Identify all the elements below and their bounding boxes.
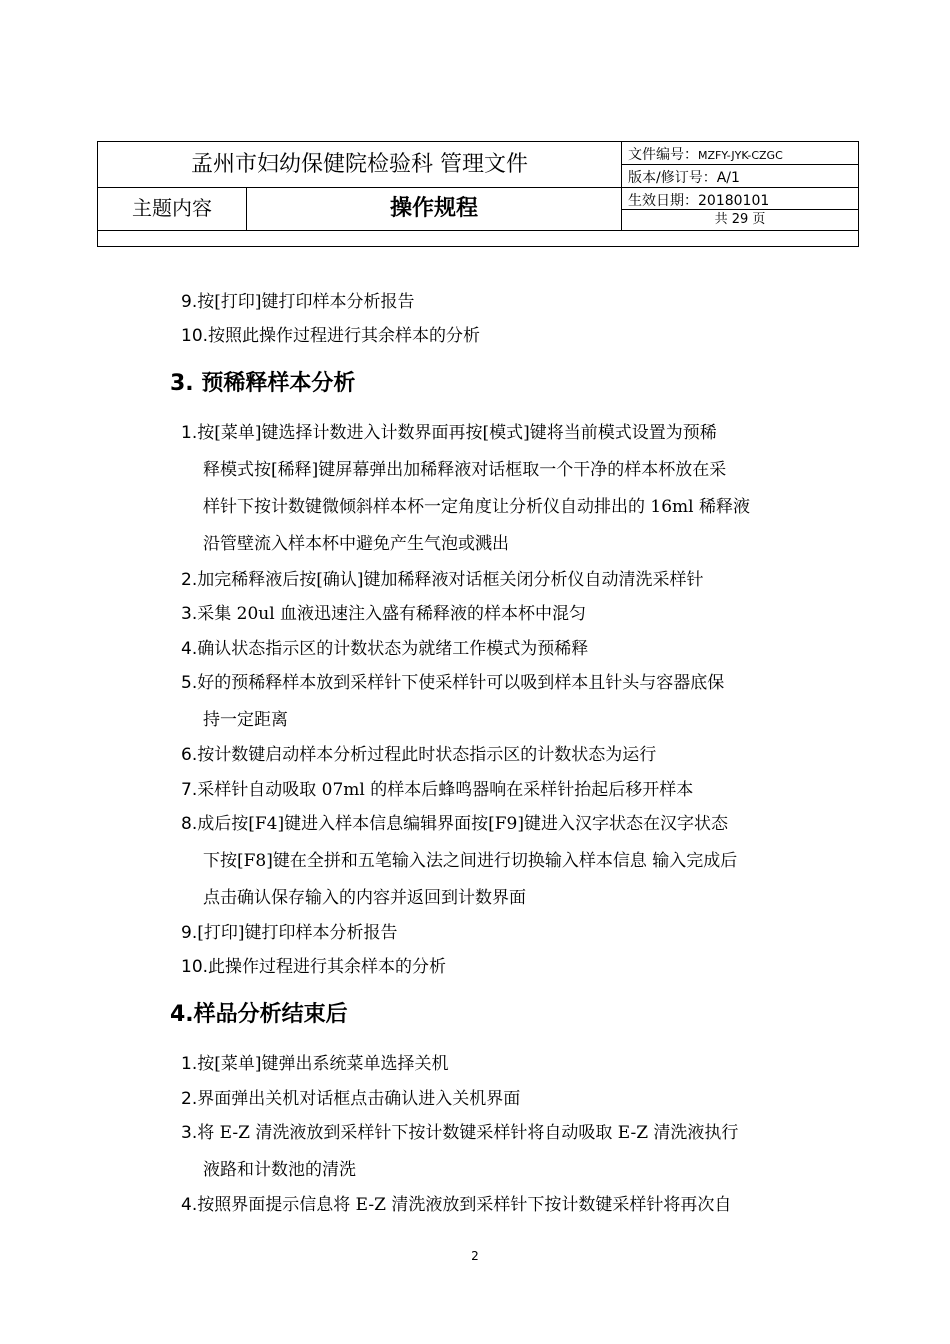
list-item-continuation: 持一定距离: [203, 710, 288, 730]
list-item: 8.成后按[F4]键进入样本信息编辑界面按[F9]键进入汉字状态在汉字状态: [181, 814, 728, 834]
list-item: 9.[打印]键打印样本分析报告: [181, 923, 398, 943]
list-item: 3.采集 20ul 血液迅速注入盛有稀释液的样本杯中混匀: [181, 604, 587, 624]
list-item: 1.按[菜单]键选择计数进入计数界面再按[模式]键将当前模式设置为预稀: [181, 423, 717, 443]
effective-date-label: 生效日期：: [628, 193, 698, 209]
list-item-continuation: 下按[F8]键在全拼和五笔输入法之间进行切换输入样本信息 输入完成后: [203, 851, 738, 871]
list-item: 2.加完稀释液后按[确认]键加稀释液对话框关闭分析仪自动清洗采样针: [181, 570, 704, 590]
list-item: 5.好的预稀释样本放到采样针下使采样针可以吸到样本且针头与容器底保: [181, 673, 725, 693]
topic-title: 操作规程: [389, 196, 478, 221]
organization-title: 孟州市妇幼保健院检验科 管理文件: [191, 152, 528, 177]
list-item: 4.按照界面提示信息将 E-Z 清洗液放到采样针下按计数键采样针将再次自: [181, 1195, 732, 1215]
list-item: 1.按[菜单]键弹出系统菜单选择关机: [181, 1054, 449, 1074]
header-divider: [621, 187, 859, 188]
version: [628, 167, 740, 187]
version-value: A/1: [716, 170, 740, 186]
list-item: 3.将 E-Z 清洗液放到采样针下按计数键采样针将自动吸取 E-Z 清洗液执行: [181, 1123, 739, 1143]
list-item: 4.确认状态指示区的计数状态为就绪工作模式为预稀释: [181, 639, 589, 659]
list-item-continuation: 液路和计数池的清洗: [203, 1160, 356, 1180]
list-item-continuation: 样针下按计数键微倾斜样本杯一定角度让分析仪自动排出的 16ml 稀释液: [203, 497, 750, 517]
list-item-continuation: 沿管壁流入样本杯中避免产生气泡或溅出: [203, 534, 509, 554]
effective-date: [628, 190, 769, 210]
section-heading: 4.样品分析结束后: [170, 1002, 348, 1027]
list-item: 2.界面弹出关机对话框点击确认进入关机界面: [181, 1089, 521, 1109]
total-pages: 共 29 页: [714, 212, 766, 227]
document-header-table: [97, 141, 859, 247]
topic-label: 主题内容: [132, 196, 212, 220]
effective-date-value: 20180101: [698, 193, 770, 209]
list-item: 7.采样针自动吸取 07ml 的样本后蜂鸣器响在采样针抬起后移开样本: [181, 780, 694, 800]
list-item: 10.此操作过程进行其余样本的分析: [181, 957, 447, 977]
doc-number: [628, 144, 783, 164]
header-divider: [98, 230, 858, 231]
list-item-continuation: 点击确认保存输入的内容并返回到计数界面: [203, 888, 526, 908]
version-label: 版本/修订号：: [628, 170, 717, 186]
page-number: 2: [471, 1249, 479, 1263]
section-heading: 3. 预稀释样本分析: [170, 371, 356, 396]
list-item: 6.按计数键启动样本分析过程此时状态指示区的计数状态为运行: [181, 745, 657, 765]
header-divider: [621, 164, 859, 165]
list-item-continuation: 释模式按[稀释]键屏幕弹出加稀释液对话框取一个干净的样本杯放在采: [203, 460, 727, 480]
list-item: 10.按照此操作过程进行其余样本的分析: [181, 326, 481, 346]
list-item: 9.按[打印]键打印样本分析报告: [181, 292, 415, 312]
doc-number-value: MZFY-JYK-CZGC: [698, 149, 783, 162]
doc-number-label: 文件编号：: [628, 147, 698, 163]
